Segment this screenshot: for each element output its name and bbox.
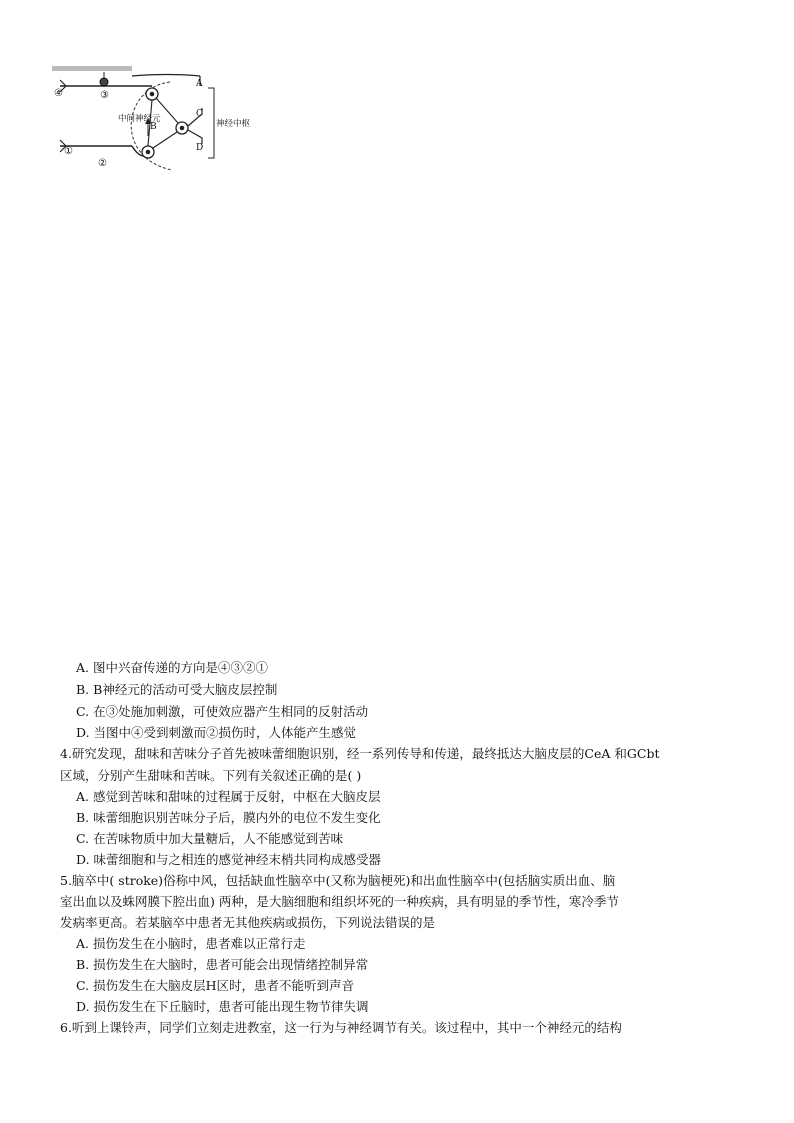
q4-option-c: C. 在苦味物质中加大量糖后，人不能感觉到苦味 <box>76 831 344 846</box>
q6-stem-line1: 6.听到上课铃声，同学们立刻走进教室，这一行为与神经调节有关。该过程中，其中一个神经元的结构 <box>60 1020 622 1035</box>
label-center: 神经中枢 <box>216 119 251 129</box>
q5-option-b: B. 损伤发生在大脑时，患者可能会出现情绪控制异常 <box>76 957 369 972</box>
label-c: C <box>196 109 203 119</box>
q5-option-a: A. 损伤发生在小脑时，患者难以正常行走 <box>76 936 306 951</box>
q4-option-d: D. 味蕾细胞和与之相连的感觉神经末梢共同构成感受器 <box>76 852 382 867</box>
q5-stem-line1: 5.脑卒中( stroke)俗称中风，包括缺血性脑卒中(又称为脑梗死)和出血性脑卒中(包括脑实质出血、脑 <box>60 873 616 888</box>
q3-option-c: C. 在③处施加刺激，可使效应器产生相同的反射活动 <box>76 704 369 719</box>
q5-option-c: C. 损伤发生在大脑皮层H区时，患者不能听到声音 <box>76 978 354 993</box>
q5-stem-line2: 室出血以及蛛网膜下腔出血) 两种，是大脑细胞和组织坏死的一种疾病，具有明显的季节性，寒冷季节 <box>60 894 619 909</box>
q4-option-a: A. 感觉到苦味和甜味的过程属于反射，中枢在大脑皮层 <box>76 789 381 804</box>
q4-option-b: B. 味蕾细胞识别苦味分子后，膜内外的电位不发生变化 <box>76 810 381 825</box>
q3-option-b: B. B神经元的活动可受大脑皮层控制 <box>76 682 278 697</box>
q3-option-d: D. 当图中④受到刺激而②损伤时，人体能产生感觉 <box>76 725 357 740</box>
reflex-arc-figure <box>52 66 256 176</box>
label-3: ③ <box>100 90 109 101</box>
label-2: ② <box>98 158 107 169</box>
q4-stem-line2: 区域，分别产生甜味和苦味。下列有关叙述正确的是( ) <box>60 768 362 783</box>
label-a: A <box>196 79 203 89</box>
q3-option-a: A. 图中兴奋传递的方向是④③②① <box>76 660 268 675</box>
label-4: ④ <box>54 88 63 99</box>
q5-stem-line3: 发病率更高。若某脑卒中患者无其他疾病或损伤，下列说法错误的是 <box>60 915 436 930</box>
label-1: ① <box>64 146 73 157</box>
q4-stem-line1: 4.研究发现，甜味和苦味分子首先被味蕾细胞识别，经一系列传导和传递，最终抵达大脑皮层的CeA 和GCbt <box>60 746 660 761</box>
label-b: B <box>150 122 157 132</box>
q5-option-d: D. 损伤发生在下丘脑时，患者可能出现生物节律失调 <box>76 999 369 1014</box>
label-d: D <box>196 143 204 153</box>
label-interneuron: 中间神经元 <box>118 114 161 124</box>
